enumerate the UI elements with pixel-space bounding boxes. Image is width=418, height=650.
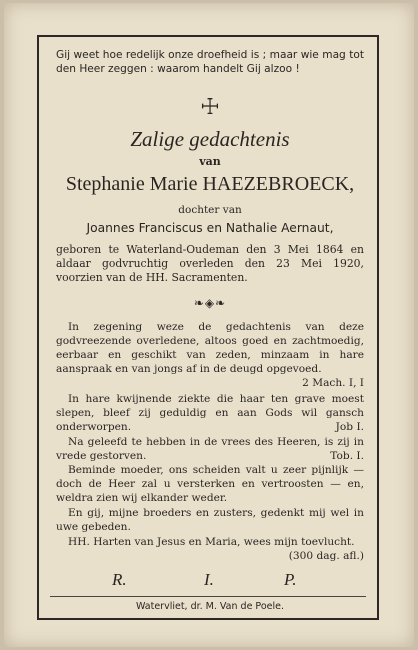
scripture-reference: Tob. I. xyxy=(330,450,364,462)
paragraph-text: In hare kwijnende ziekte die haar ten grave moest slepen, bleef zij geduldig en aan Gods wil gansch onderworpen. xyxy=(56,393,364,433)
bottom-divider xyxy=(50,596,366,597)
rip-r: R. xyxy=(112,570,127,589)
paragraph-1 xyxy=(56,320,364,390)
paragraph-5 xyxy=(56,506,364,534)
rip-i: I. xyxy=(204,570,214,589)
intro-verse: Gij weet hoe redelijk onze droefheid is ; maar wie mag tot den Heer zeggen : waarom handelt Gij alzoo ! xyxy=(56,49,364,75)
paragraph-4 xyxy=(56,463,364,505)
paragraph-6 xyxy=(56,535,364,563)
indulgence-note: (300 dag. afl.) xyxy=(288,550,364,562)
scripture-reference: 2 Mach. I, I xyxy=(302,377,364,389)
paragraph-text: Na geleefd te hebben in de vrees des Heeren, is zij in vrede gestorven. xyxy=(56,436,364,462)
paragraph-text: HH. Harten van Jesus en Maria, wees mijn toevlucht. xyxy=(68,536,355,548)
van-label: van xyxy=(199,155,221,168)
paragraph-3 xyxy=(56,435,364,463)
paragraph-text: Beminde moeder, ons scheiden valt u zeer pijnlijk — doch de Heer zal u versterken en vertroosten — en, weldra zien wij elkander weder. xyxy=(56,464,364,504)
cross-icon: ☩ xyxy=(200,95,220,120)
daughter-of-label: dochter van xyxy=(178,204,242,216)
ornament-divider: ❧◈❧ xyxy=(193,296,227,310)
parents: Joannes Franciscus en Nathalie Aernaut, xyxy=(86,221,334,235)
scripture-reference: Job I. xyxy=(335,421,364,433)
printer-credit: Watervliet, dr. M. Van de Poele. xyxy=(135,601,284,612)
paragraph-text: En gij, mijne broeders en zusters, gedenkt mij wel in uwe gebeden. xyxy=(56,507,364,533)
rip-p: P. xyxy=(284,570,297,589)
paragraph-2 xyxy=(56,392,364,434)
birth-death-notice: geboren te Waterland-Oudeman den 3 Mei 1864 en aldaar godvruchtig overleden den 23 Mei 1920, voorzien van de HH. Sacramenten. xyxy=(56,243,364,284)
paragraph-text: In zegening weze de gedachtenis van deze godvreezende overledene, altoos goed en zachtmoedig, eerbaar en geschikt van zeden, minzaam in hare aanspraak en van jongs af in de deugd opgevoed. xyxy=(56,321,364,375)
heading: Zalige gedachtenis xyxy=(130,127,290,151)
deceased-name: Stephanie Marie HAEZEBROECK, xyxy=(65,173,355,195)
